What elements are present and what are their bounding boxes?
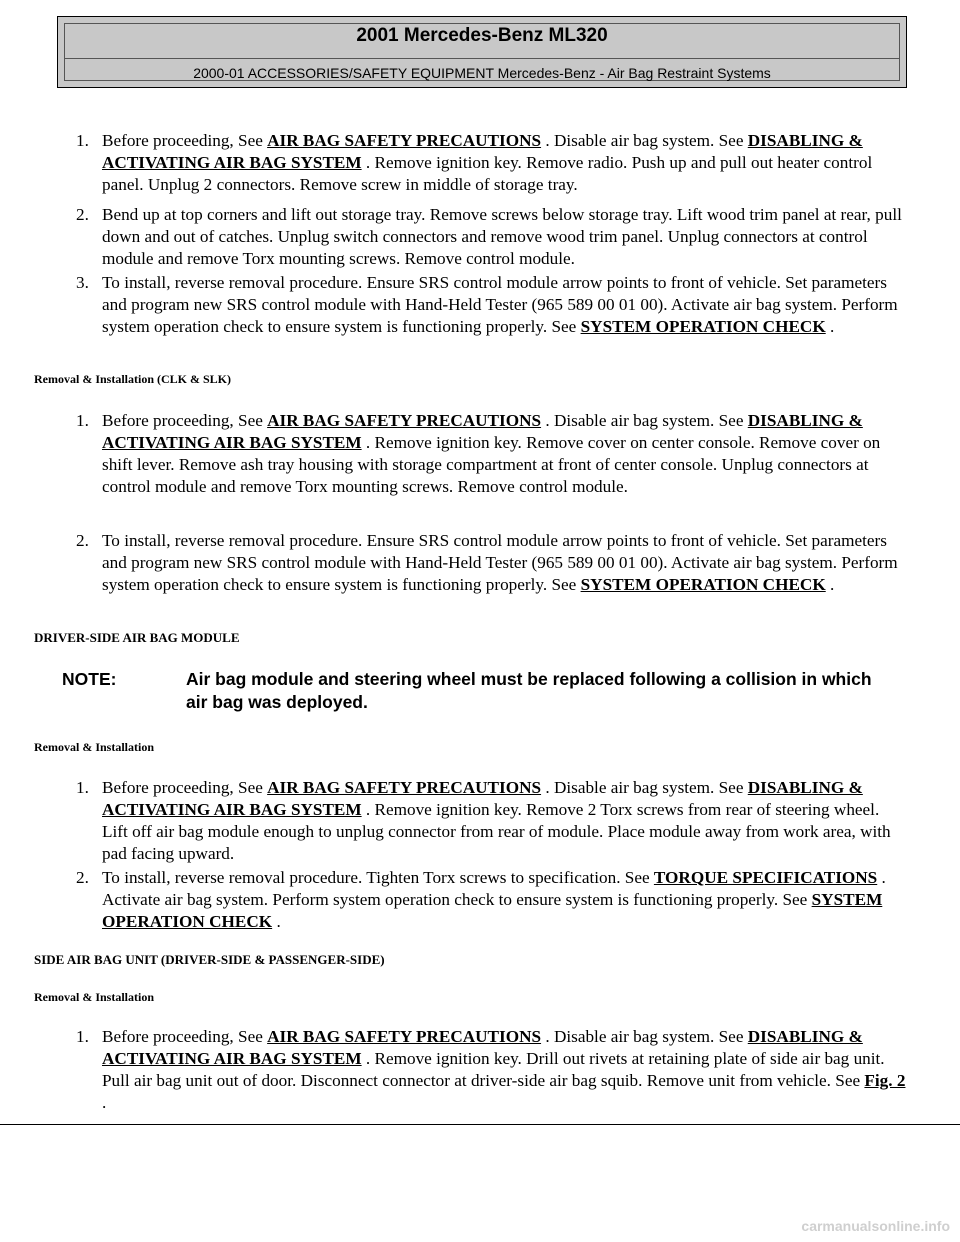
- step-number: 1.: [76, 778, 89, 797]
- system-operation-check-link[interactable]: SYSTEM OPERATION CHECK: [580, 575, 826, 594]
- header-divider: [64, 58, 900, 59]
- list-item: [76, 777, 906, 865]
- step-number: 1.: [76, 411, 89, 430]
- page-subtitle: 2000-01 ACCESSORIES/SAFETY EQUIPMENT Mercedes-Benz - Air Bag Restraint Systems: [193, 65, 771, 81]
- list-item: [76, 530, 906, 596]
- list-item: [76, 410, 906, 498]
- page-header: [57, 16, 907, 88]
- step-text: To install, reverse removal procedure. Tighten Torx screws to specification. See TORQUE SPECIFICATIONS . Activate air bag system. Perform system operation check to ensure system is functioning properly. See SYSTEM OPERATION CHECK .: [102, 868, 886, 931]
- note-label: NOTE:: [62, 669, 117, 689]
- step-number: 1.: [76, 1027, 89, 1046]
- list-item: [76, 204, 906, 270]
- step-text: Bend up at top corners and lift out storage tray. Remove screws below storage tray. Lift wood trim panel at rear, pull down and out of catches. Unplug switch connectors and remove wood trim panel. Unplug connectors at control module and remove Torx mounting screws. Remove control module.: [102, 205, 902, 268]
- air-bag-safety-precautions-link[interactable]: AIR BAG SAFETY PRECAUTIONS: [267, 411, 542, 430]
- list-item: [76, 867, 906, 933]
- section-heading: Removal & Installation (CLK & SLK): [34, 372, 232, 386]
- section-heading: SIDE AIR BAG UNIT (DRIVER-SIDE & PASSENGER-SIDE): [34, 952, 385, 967]
- step-number: 1.: [76, 131, 89, 150]
- subsection-heading: Removal & Installation: [34, 990, 154, 1004]
- note-box: [62, 668, 886, 714]
- step-text: Before proceeding, See AIR BAG SAFETY PRECAUTIONS . Disable air bag system. See DISABLING & ACTIVATING AIR BAG SYSTEM . Remove ignition key. Remove 2 Torx screws from rear of steering wheel. Lift off air bag module enough to unplug connector from rear of module. Place module away from work area, with pad facing upward.: [102, 778, 891, 863]
- footer-divider: [0, 1124, 960, 1125]
- torque-specifications-link[interactable]: TORQUE SPECIFICATIONS: [653, 868, 878, 887]
- step-text: To install, reverse removal procedure. Ensure SRS control module arrow points to front of vehicle. Set parameters and program new SRS control module with Hand-Held Tester (965 589 00 01 00). Activate air bag system. Perform system operation check to ensure system is functioning properly. See SYSTEM OPERATION CHECK .: [102, 531, 898, 594]
- step-number: 3.: [76, 273, 89, 292]
- step-number: 2.: [76, 205, 89, 224]
- step-text: To install, reverse removal procedure. Ensure SRS control module arrow points to front of vehicle. Set parameters and program new SRS control module with Hand-Held Tester (965 589 00 01 00). Activate air bag system. Perform system operation check to ensure system is functioning properly. See SYSTEM OPERATION CHECK .: [102, 273, 898, 336]
- air-bag-safety-precautions-link[interactable]: AIR BAG SAFETY PRECAUTIONS: [267, 778, 542, 797]
- subsection-heading: Removal & Installation: [34, 740, 154, 754]
- disabling-activating-link[interactable]: DISABLING & ACTIVATING AIR BAG SYSTEM: [102, 411, 863, 452]
- list-item: [76, 272, 906, 338]
- step-number: 2.: [76, 531, 89, 550]
- step-text: Before proceeding, See AIR BAG SAFETY PRECAUTIONS . Disable air bag system. See DISABLING & ACTIVATING AIR BAG SYSTEM . Remove ignition key. Remove radio. Push up and pull out heater control panel. Unplug 2 connectors. Remove screw in middle of storage tray.: [102, 131, 873, 194]
- step-text: Before proceeding, See AIR BAG SAFETY PRECAUTIONS . Disable air bag system. See DISABLING & ACTIVATING AIR BAG SYSTEM . Remove ignition key. Drill out rivets at retaining plate of side air bag unit. Pull air bag unit out of door. Disconnect connector at driver-side air bag squib. Remove unit from vehicle. See Fig. 2 .: [102, 1027, 906, 1112]
- list-item: [76, 1026, 906, 1114]
- list-item: [76, 130, 906, 196]
- system-operation-check-link[interactable]: SYSTEM OPERATION CHECK: [102, 890, 883, 931]
- disabling-activating-link[interactable]: DISABLING & ACTIVATING AIR BAG SYSTEM: [102, 131, 863, 172]
- system-operation-check-link[interactable]: SYSTEM OPERATION CHECK: [580, 317, 826, 336]
- step-text: Before proceeding, See AIR BAG SAFETY PRECAUTIONS . Disable air bag system. See DISABLING & ACTIVATING AIR BAG SYSTEM . Remove ignition key. Remove cover on center console. Remove cover on shift lever. Remove ash tray housing with storage compartment at front of center console. Unplug connectors at control module and remove Torx mounting screws. Remove control module.: [102, 411, 881, 496]
- air-bag-safety-precautions-link[interactable]: AIR BAG SAFETY PRECAUTIONS: [267, 1027, 542, 1046]
- air-bag-safety-precautions-link[interactable]: AIR BAG SAFETY PRECAUTIONS: [267, 131, 542, 150]
- note-text: Air bag module and steering wheel must be replaced following a collision in which air bag was deployed.: [186, 669, 872, 712]
- page-title: 2001 Mercedes-Benz ML320: [356, 25, 608, 46]
- watermark: carmanualsonline.info: [801, 1218, 950, 1234]
- disabling-activating-link[interactable]: DISABLING & ACTIVATING AIR BAG SYSTEM: [102, 778, 863, 819]
- step-number: 2.: [76, 868, 89, 887]
- section-heading: DRIVER-SIDE AIR BAG MODULE: [34, 630, 240, 645]
- disabling-activating-link[interactable]: DISABLING & ACTIVATING AIR BAG SYSTEM: [102, 1027, 863, 1068]
- fig-2-link[interactable]: Fig. 2: [864, 1071, 906, 1090]
